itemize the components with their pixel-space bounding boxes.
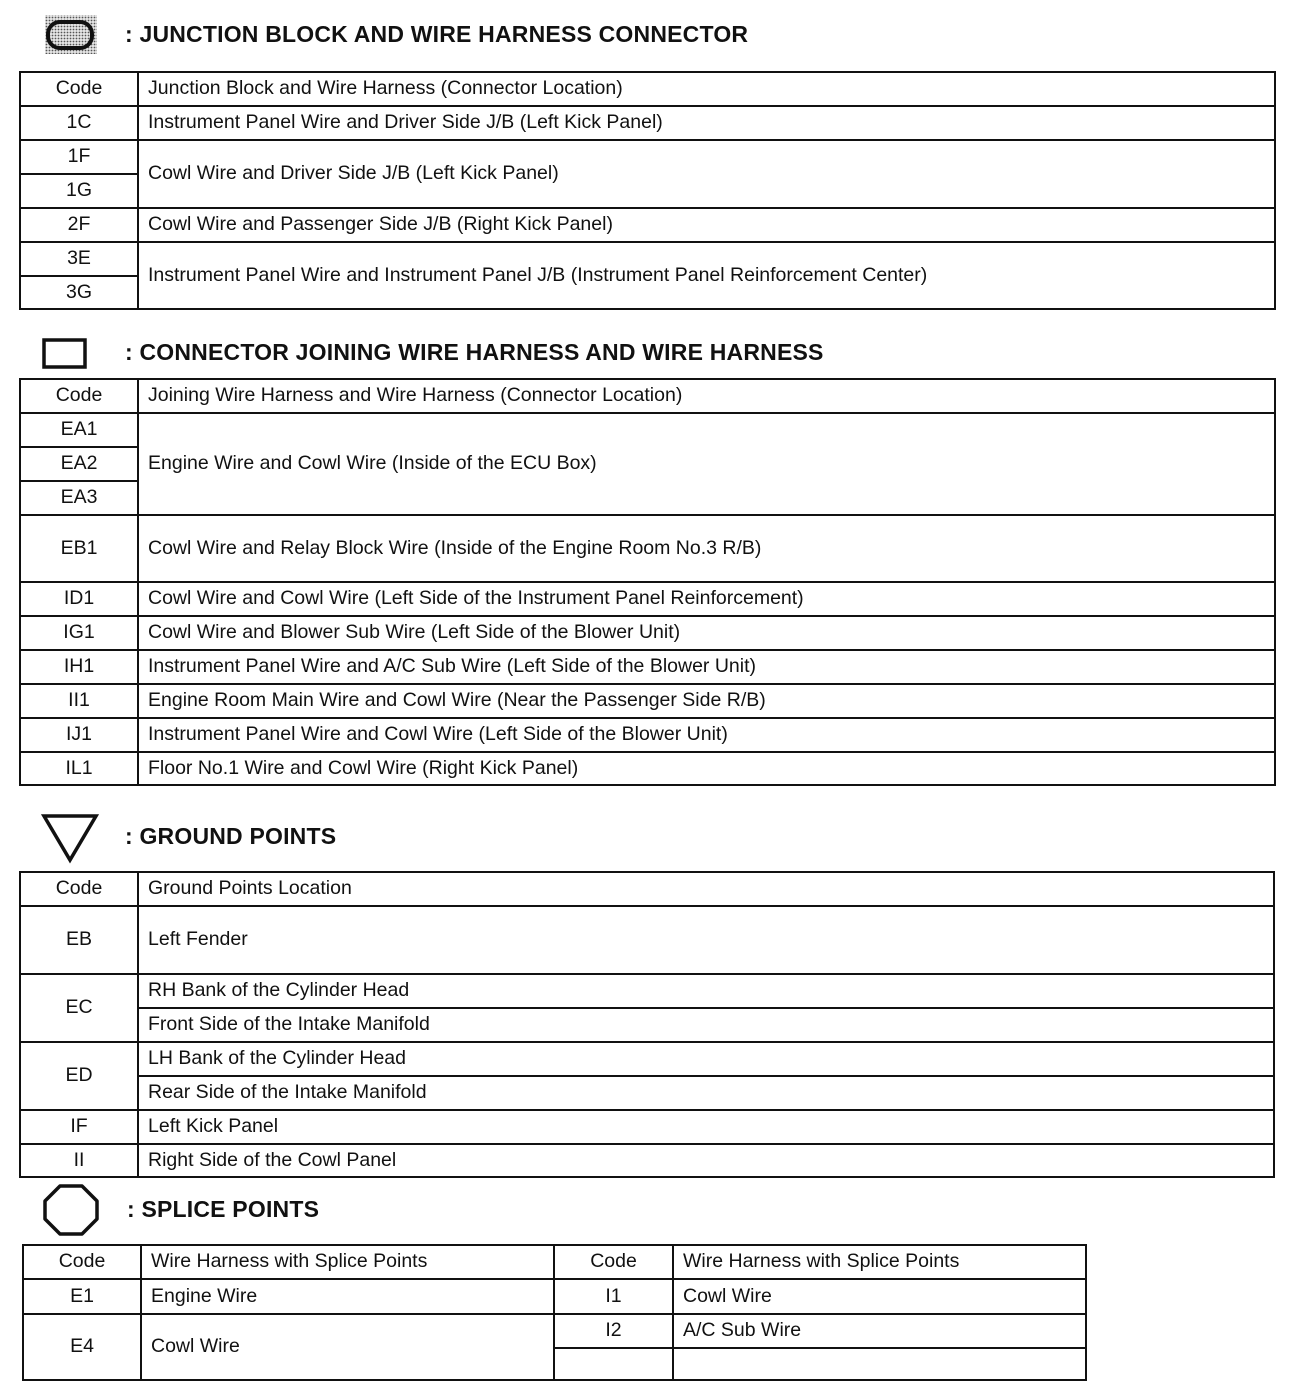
desc-cell: Cowl Wire — [141, 1314, 554, 1380]
splice-table-left — [22, 1244, 555, 1381]
code-cell: I1 — [554, 1279, 673, 1314]
table-row — [20, 1008, 1274, 1042]
code-cell: IJ1 — [20, 718, 138, 752]
desc-cell — [673, 1348, 1086, 1380]
desc-cell: LH Bank of the Cylinder Head — [138, 1042, 1274, 1076]
junction-section-title: : JUNCTION BLOCK AND WIRE HARNESS CONNECTOR — [125, 21, 749, 47]
code-cell: 1C — [20, 106, 138, 140]
table-row — [20, 616, 1275, 650]
ground-point-icon — [40, 812, 100, 864]
code-cell: EB — [20, 906, 138, 974]
table-row — [23, 1314, 554, 1380]
table-header-row — [20, 872, 1274, 906]
desc-cell: Instrument Panel Wire and Instrument Panel J/B (Instrument Panel Reinforcement Center) — [138, 242, 1275, 309]
splice-section-title: : SPLICE POINTS — [127, 1196, 320, 1222]
table-row — [20, 106, 1275, 140]
desc-cell: Right Side of the Cowl Panel — [138, 1144, 1274, 1177]
desc-cell: Cowl Wire — [673, 1279, 1086, 1314]
code-cell: EA3 — [20, 481, 138, 515]
splice-point-icon — [42, 1183, 100, 1237]
table-row — [20, 140, 1275, 174]
table-row — [20, 413, 1275, 447]
code-cell: IF — [20, 1110, 138, 1144]
header-code: Code — [20, 379, 138, 413]
connector-table — [19, 378, 1276, 786]
code-cell: E4 — [23, 1314, 141, 1380]
code-cell: 1G — [20, 174, 138, 208]
desc-cell: Engine Wire — [141, 1279, 554, 1314]
code-cell: IG1 — [20, 616, 138, 650]
code-cell: II — [20, 1144, 138, 1177]
header-desc: Ground Points Location — [138, 872, 1274, 906]
code-cell: 1F — [20, 140, 138, 174]
header-desc: Joining Wire Harness and Wire Harness (Connector Location) — [138, 379, 1275, 413]
desc-cell: RH Bank of the Cylinder Head — [138, 974, 1274, 1008]
desc-cell: Engine Room Main Wire and Cowl Wire (Near the Passenger Side R/B) — [138, 684, 1275, 718]
ground-section-title: : GROUND POINTS — [125, 823, 337, 849]
code-cell: I2 — [554, 1314, 673, 1348]
desc-cell: Floor No.1 Wire and Cowl Wire (Right Kick Panel) — [138, 752, 1275, 785]
header-desc: Wire Harness with Splice Points — [141, 1245, 554, 1279]
desc-cell: Cowl Wire and Relay Block Wire (Inside of the Engine Room No.3 R/B) — [138, 515, 1275, 582]
code-cell: EB1 — [20, 515, 138, 582]
code-cell: 3E — [20, 242, 138, 276]
table-row — [20, 1110, 1274, 1144]
desc-cell: Left Fender — [138, 906, 1274, 974]
code-cell: 3G — [20, 276, 138, 309]
table-row — [554, 1348, 1086, 1380]
desc-cell: Cowl Wire and Cowl Wire (Left Side of the Instrument Panel Reinforcement) — [138, 582, 1275, 616]
table-header-row — [554, 1245, 1086, 1279]
desc-cell: Cowl Wire and Passenger Side J/B (Right Kick Panel) — [138, 208, 1275, 242]
table-row — [20, 752, 1275, 785]
ground-table — [19, 871, 1275, 1178]
header-desc: Wire Harness with Splice Points — [673, 1245, 1086, 1279]
table-row — [20, 208, 1275, 242]
code-cell: EA1 — [20, 413, 138, 447]
table-row — [20, 1144, 1274, 1177]
desc-cell: Instrument Panel Wire and Cowl Wire (Left Side of the Blower Unit) — [138, 718, 1275, 752]
table-header-row — [20, 379, 1275, 413]
code-cell: 2F — [20, 208, 138, 242]
splice-table-right — [553, 1244, 1087, 1381]
table-row — [20, 718, 1275, 752]
desc-cell: Left Kick Panel — [138, 1110, 1274, 1144]
table-row — [20, 242, 1275, 276]
code-cell: II1 — [20, 684, 138, 718]
code-cell — [554, 1348, 673, 1380]
desc-cell: Instrument Panel Wire and Driver Side J/B (Left Kick Panel) — [138, 106, 1275, 140]
table-row — [23, 1279, 554, 1314]
header-code: Code — [20, 72, 138, 106]
table-row — [20, 515, 1275, 582]
table-row — [20, 582, 1275, 616]
connector-section-title: : CONNECTOR JOINING WIRE HARNESS AND WIRE HARNESS — [125, 339, 824, 365]
table-header-row — [23, 1245, 554, 1279]
header-code: Code — [20, 872, 138, 906]
desc-cell: Engine Wire and Cowl Wire (Inside of the ECU Box) — [138, 413, 1275, 515]
desc-cell: A/C Sub Wire — [673, 1314, 1086, 1348]
table-row — [20, 684, 1275, 718]
header-desc: Junction Block and Wire Harness (Connector Location) — [138, 72, 1275, 106]
junction-table — [19, 71, 1276, 310]
code-cell: EC — [20, 974, 138, 1042]
table-row — [20, 1042, 1274, 1076]
code-cell: ID1 — [20, 582, 138, 616]
code-cell: EA2 — [20, 447, 138, 481]
table-row — [20, 1076, 1274, 1110]
header-code: Code — [554, 1245, 673, 1279]
table-row — [554, 1314, 1086, 1348]
table-row — [554, 1279, 1086, 1314]
desc-cell: Instrument Panel Wire and A/C Sub Wire (Left Side of the Blower Unit) — [138, 650, 1275, 684]
code-cell: ED — [20, 1042, 138, 1110]
desc-cell: Cowl Wire and Driver Side J/B (Left Kick Panel) — [138, 140, 1275, 208]
header-code: Code — [23, 1245, 141, 1279]
code-cell: IL1 — [20, 752, 138, 785]
connector-icon — [42, 338, 88, 370]
table-row — [20, 974, 1274, 1008]
desc-cell: Rear Side of the Intake Manifold — [138, 1076, 1274, 1110]
desc-cell: Front Side of the Intake Manifold — [138, 1008, 1274, 1042]
desc-cell: Cowl Wire and Blower Sub Wire (Left Side of the Blower Unit) — [138, 616, 1275, 650]
table-row — [20, 650, 1275, 684]
junction-block-icon — [42, 13, 98, 55]
code-cell: E1 — [23, 1279, 141, 1314]
table-header-row — [20, 72, 1275, 106]
code-cell: IH1 — [20, 650, 138, 684]
table-row — [20, 906, 1274, 974]
